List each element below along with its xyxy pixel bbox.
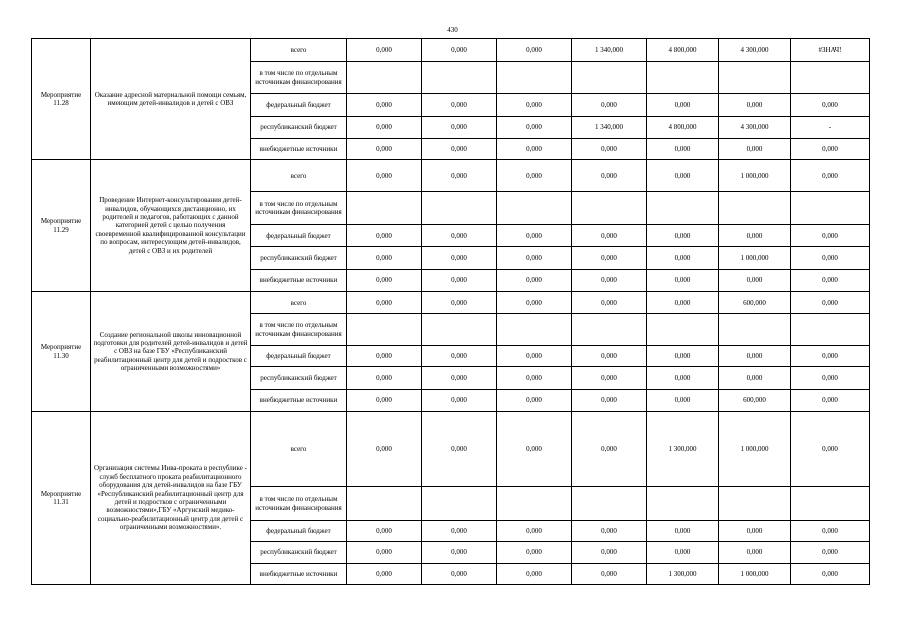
value-cell: 0,000 (572, 389, 647, 411)
value-cell: 0,000 (422, 93, 497, 116)
value-cell: 0,000 (572, 247, 647, 269)
value-cell: 0,000 (422, 367, 497, 389)
value-cell: 0,000 (347, 563, 422, 585)
value-cell: 0,000 (497, 93, 572, 116)
empty-cell (572, 62, 647, 94)
empty-cell (791, 314, 870, 346)
table-row (32, 39, 870, 62)
value-cell: 0,000 (422, 520, 497, 541)
value-cell: 1 000,000 (719, 159, 791, 192)
empty-cell (347, 192, 422, 225)
value-cell: 1 000,000 (719, 563, 791, 585)
empty-cell (791, 487, 870, 521)
value-cell: 0,000 (422, 563, 497, 585)
value-cell: 0,000 (497, 563, 572, 585)
measure-description: Проведение Интернет-консультирования детей-инвалидов, обучающихся дистанционно, их родителей и педагогов, работающих с данной категорией детей с целью получения своевременной квалифицированной консультации по вопросам, интересующим детей-инвалидов, детей с ОВЗ и их родителей (91, 159, 251, 291)
value-cell: 0,000 (791, 367, 870, 389)
measure-description: Создание региональной школы инновационной подготовки для родителей детей-инвалидов и детей с ОВЗ на базе ГБУ «Республиканский реабилитационный центр для детей и подростков с ограниченными возможностями» (91, 292, 251, 412)
value-cell: 0,000 (572, 542, 647, 563)
value-cell: 0,000 (719, 367, 791, 389)
value-cell: 0,000 (347, 117, 422, 138)
value-cell: 0,000 (791, 520, 870, 541)
value-cell: 0,000 (719, 138, 791, 159)
value-cell: 0,000 (422, 345, 497, 366)
value-cell: 0,000 (791, 93, 870, 116)
funding-source-label: федеральный бюджет (251, 225, 347, 247)
value-cell: 1 300,000 (647, 412, 719, 487)
value-cell: 0,000 (347, 542, 422, 563)
empty-cell (422, 487, 497, 521)
value-cell: 0,000 (422, 269, 497, 291)
value-cell: 0,000 (572, 292, 647, 314)
empty-cell (572, 192, 647, 225)
value-cell: 0,000 (497, 345, 572, 366)
value-cell: 0,000 (647, 269, 719, 291)
funding-source-label: внебюджетные источники (251, 269, 347, 291)
empty-cell (497, 487, 572, 521)
empty-cell (719, 62, 791, 94)
value-cell: 0,000 (791, 138, 870, 159)
value-cell: 0,000 (422, 412, 497, 487)
funding-source-label: республиканский бюджет (251, 542, 347, 563)
value-cell: 0,000 (791, 269, 870, 291)
value-cell: #ЗНАЧ! (791, 39, 870, 62)
empty-cell (647, 62, 719, 94)
value-cell: 0,000 (791, 292, 870, 314)
measure-code: Мероприятие 11.29 (32, 159, 91, 291)
value-cell: 0,000 (422, 39, 497, 62)
empty-cell (347, 314, 422, 346)
value-cell: 0,000 (347, 138, 422, 159)
value-cell: 0,000 (422, 389, 497, 411)
value-cell: 0,000 (647, 93, 719, 116)
value-cell: 0,000 (497, 225, 572, 247)
budget-table (31, 38, 870, 585)
value-cell: 0,000 (497, 39, 572, 62)
value-cell: 0,000 (572, 138, 647, 159)
value-cell: 0,000 (497, 412, 572, 487)
value-cell: 4 800,000 (647, 117, 719, 138)
value-cell: 0,000 (791, 247, 870, 269)
value-cell: 0,000 (347, 292, 422, 314)
funding-source-label: федеральный бюджет (251, 520, 347, 541)
value-cell: 4 800,000 (647, 39, 719, 62)
empty-cell (647, 314, 719, 346)
value-cell: 0,000 (572, 225, 647, 247)
empty-cell (422, 314, 497, 346)
empty-cell (719, 487, 791, 521)
value-cell: 0,000 (497, 367, 572, 389)
funding-source-label: всего (251, 292, 347, 314)
value-cell: 1 000,000 (719, 247, 791, 269)
value-cell: 0,000 (422, 542, 497, 563)
measure-description: Оказание адресной материальной помощи семьям, имеющим детей-инвалидов и детей с ОВЗ (91, 39, 251, 160)
value-cell: 0,000 (572, 269, 647, 291)
table-row (32, 292, 870, 314)
funding-source-label: республиканский бюджет (251, 117, 347, 138)
value-cell: 0,000 (497, 520, 572, 541)
funding-source-label: всего (251, 159, 347, 192)
value-cell: 0,000 (791, 563, 870, 585)
empty-cell (347, 487, 422, 521)
value-cell: 0,000 (347, 520, 422, 541)
value-cell: 0,000 (572, 520, 647, 541)
measure-description: Организация системы Инва-проката в республике - служб бесплатного проката реабилитационного оборудования для детей-инвалидов на базе ГБУ «Республиканский реабилитационный центр для детей и подростков с ограниченными возможностями»,ГБУ «Аргунский медико-социально-реабилитационный центр для детей с ограниченными возможностями». (91, 412, 251, 585)
value-cell: 0,000 (719, 225, 791, 247)
value-cell: 1 000,000 (719, 412, 791, 487)
table-row (32, 159, 870, 192)
value-cell: 0,000 (572, 93, 647, 116)
value-cell: 0,000 (572, 412, 647, 487)
empty-cell (572, 314, 647, 346)
value-cell: 0,000 (422, 159, 497, 192)
empty-cell (347, 62, 422, 94)
value-cell: - (791, 117, 870, 138)
value-cell: 1 300,000 (647, 563, 719, 585)
empty-cell (497, 62, 572, 94)
value-cell: 0,000 (347, 389, 422, 411)
value-cell: 0,000 (572, 367, 647, 389)
funding-source-label: в том числе по отдельным источникам финансирования (251, 487, 347, 521)
value-cell: 0,000 (572, 563, 647, 585)
value-cell: 4 300,000 (719, 117, 791, 138)
funding-source-label: всего (251, 412, 347, 487)
empty-cell (497, 314, 572, 346)
value-cell: 0,000 (422, 292, 497, 314)
value-cell: 0,000 (497, 159, 572, 192)
funding-source-label: федеральный бюджет (251, 345, 347, 366)
value-cell: 0,000 (347, 345, 422, 366)
funding-source-label: республиканский бюджет (251, 247, 347, 269)
value-cell: 0,000 (791, 345, 870, 366)
measure-code: Мероприятие 11.31 (32, 412, 91, 585)
value-cell: 0,000 (647, 542, 719, 563)
measure-code: Мероприятие 11.28 (32, 39, 91, 160)
funding-source-label: внебюджетные источники (251, 138, 347, 159)
value-cell: 0,000 (647, 292, 719, 314)
page-number: 430 (447, 26, 458, 34)
value-cell: 0,000 (497, 542, 572, 563)
value-cell: 0,000 (497, 389, 572, 411)
value-cell: 1 340,000 (572, 117, 647, 138)
value-cell: 0,000 (347, 93, 422, 116)
value-cell: 0,000 (647, 520, 719, 541)
value-cell: 0,000 (719, 542, 791, 563)
empty-cell (647, 487, 719, 521)
value-cell: 0,000 (422, 247, 497, 269)
value-cell: 0,000 (719, 345, 791, 366)
value-cell: 0,000 (647, 247, 719, 269)
value-cell: 0,000 (791, 542, 870, 563)
funding-source-label: в том числе по отдельным источникам финансирования (251, 62, 347, 94)
value-cell: 0,000 (347, 412, 422, 487)
value-cell: 0,000 (497, 269, 572, 291)
value-cell: 0,000 (497, 247, 572, 269)
value-cell: 1 340,000 (572, 39, 647, 62)
value-cell: 0,000 (647, 138, 719, 159)
funding-source-label: федеральный бюджет (251, 93, 347, 116)
value-cell: 0,000 (647, 367, 719, 389)
empty-cell (791, 192, 870, 225)
empty-cell (572, 487, 647, 521)
funding-source-label: всего (251, 39, 347, 62)
value-cell: 0,000 (647, 389, 719, 411)
empty-cell (791, 62, 870, 94)
empty-cell (497, 192, 572, 225)
value-cell: 0,000 (497, 138, 572, 159)
empty-cell (647, 192, 719, 225)
funding-source-label: в том числе по отдельным источникам финансирования (251, 314, 347, 346)
value-cell: 600,000 (719, 389, 791, 411)
value-cell: 0,000 (347, 269, 422, 291)
value-cell: 0,000 (422, 225, 497, 247)
funding-source-label: внебюджетные источники (251, 389, 347, 411)
funding-source-label: внебюджетные источники (251, 563, 347, 585)
value-cell: 4 300,000 (719, 39, 791, 62)
value-cell: 0,000 (719, 269, 791, 291)
value-cell: 600,000 (719, 292, 791, 314)
value-cell: 0,000 (422, 138, 497, 159)
measure-code: Мероприятие 11.30 (32, 292, 91, 412)
value-cell: 0,000 (347, 39, 422, 62)
value-cell: 0,000 (572, 345, 647, 366)
value-cell: 0,000 (347, 247, 422, 269)
value-cell: 0,000 (347, 367, 422, 389)
empty-cell (719, 192, 791, 225)
empty-cell (422, 62, 497, 94)
value-cell: 0,000 (719, 93, 791, 116)
value-cell: 0,000 (572, 159, 647, 192)
empty-cell (422, 192, 497, 225)
value-cell: 0,000 (347, 159, 422, 192)
table-row (32, 412, 870, 487)
value-cell: 0,000 (497, 117, 572, 138)
value-cell: 0,000 (719, 520, 791, 541)
value-cell: 0,000 (497, 292, 572, 314)
value-cell: 0,000 (791, 412, 870, 487)
value-cell: 0,000 (791, 389, 870, 411)
value-cell: 0,000 (791, 225, 870, 247)
value-cell: 0,000 (647, 225, 719, 247)
value-cell: 0,000 (791, 159, 870, 192)
value-cell: 0,000 (347, 225, 422, 247)
empty-cell (719, 314, 791, 346)
value-cell: 0,000 (647, 159, 719, 192)
funding-source-label: в том числе по отдельным источникам финансирования (251, 192, 347, 225)
value-cell: 0,000 (647, 345, 719, 366)
funding-source-label: республиканский бюджет (251, 367, 347, 389)
value-cell: 0,000 (422, 117, 497, 138)
